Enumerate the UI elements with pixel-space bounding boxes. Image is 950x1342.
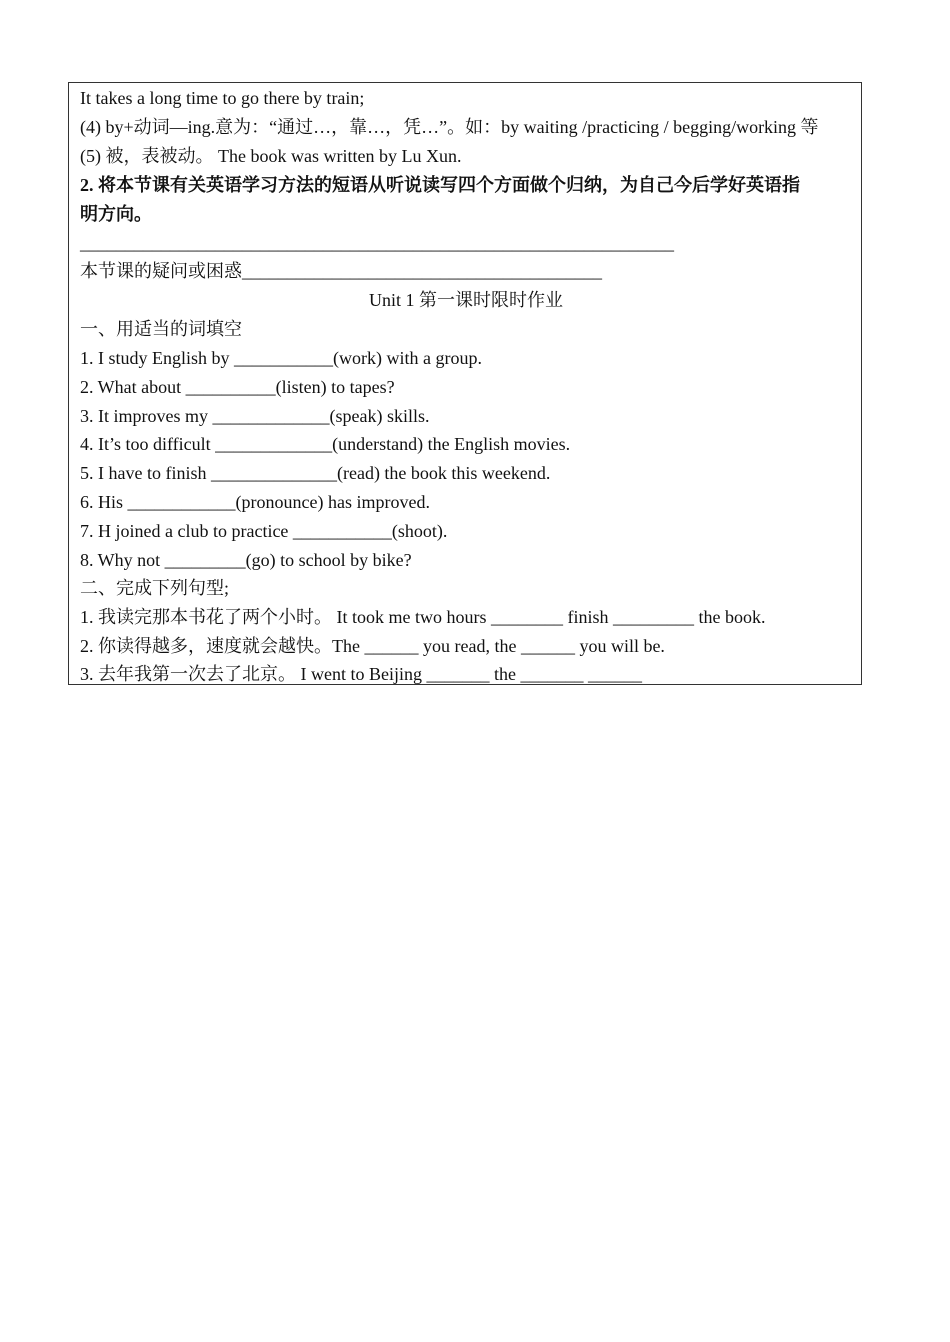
section1-heading: 一、用适当的词填空 [80, 319, 242, 339]
task2-line-1: 2. 将本节课有关英语学习方法的短语从听说读写四个方面做个归纳，为自己今后学好英语指 [80, 175, 800, 195]
section2-heading: 二、完成下列句型; [80, 578, 230, 598]
exercise-item: 2. What about __________(listen) to tapes? [80, 377, 395, 397]
intro-line-3: (5) 被，表被动。 The book was written by Lu Xun. [80, 146, 462, 166]
homework-title: Unit 1 第一课时限时作业 [368, 290, 563, 310]
exercise-item: 7. H joined a club to practice ___________(shoot). [80, 521, 448, 541]
exercise-item: 3. It improves my _____________(speak) skills. [80, 406, 430, 426]
sentence-item: 2. 你读得越多，速度就会越快。The ______ you read, the ______ you will be. [80, 636, 665, 656]
exercise-item: 6. His ____________(pronounce) has improved. [80, 492, 430, 512]
exercise-item: 8. Why not _________(go) to school by bike? [80, 550, 412, 570]
doubts-line: 本节课的疑问或困惑________________________________________ [80, 261, 602, 281]
intro-line-2: (4) by+动词—ing.意为：“通过…，靠…，凭…”。如：by waiting /practicing / begging/working 等 [80, 117, 819, 137]
exercise-item: 1. I study English by ___________(work) with a group. [80, 348, 482, 368]
intro-line-1: It takes a long time to go there by train; [80, 88, 365, 108]
sentence-item: 1. 我读完那本书花了两个小时。 It took me two hours ________ finish _________ the book. [80, 607, 766, 627]
task2-answer-blank: __________________________________________________________________ [80, 233, 674, 253]
exercise-item: 5. I have to finish ______________(read) the book this weekend. [80, 463, 551, 483]
task2-line-2: 明方向。 [80, 204, 152, 224]
sentence-item: 3. 去年我第一次去了北京。 I went to Beijing _______ the _______ ______ [80, 664, 642, 684]
exercise-item: 4. It’s too difficult _____________(understand) the English movies. [80, 434, 571, 454]
worksheet-frame [68, 82, 862, 685]
